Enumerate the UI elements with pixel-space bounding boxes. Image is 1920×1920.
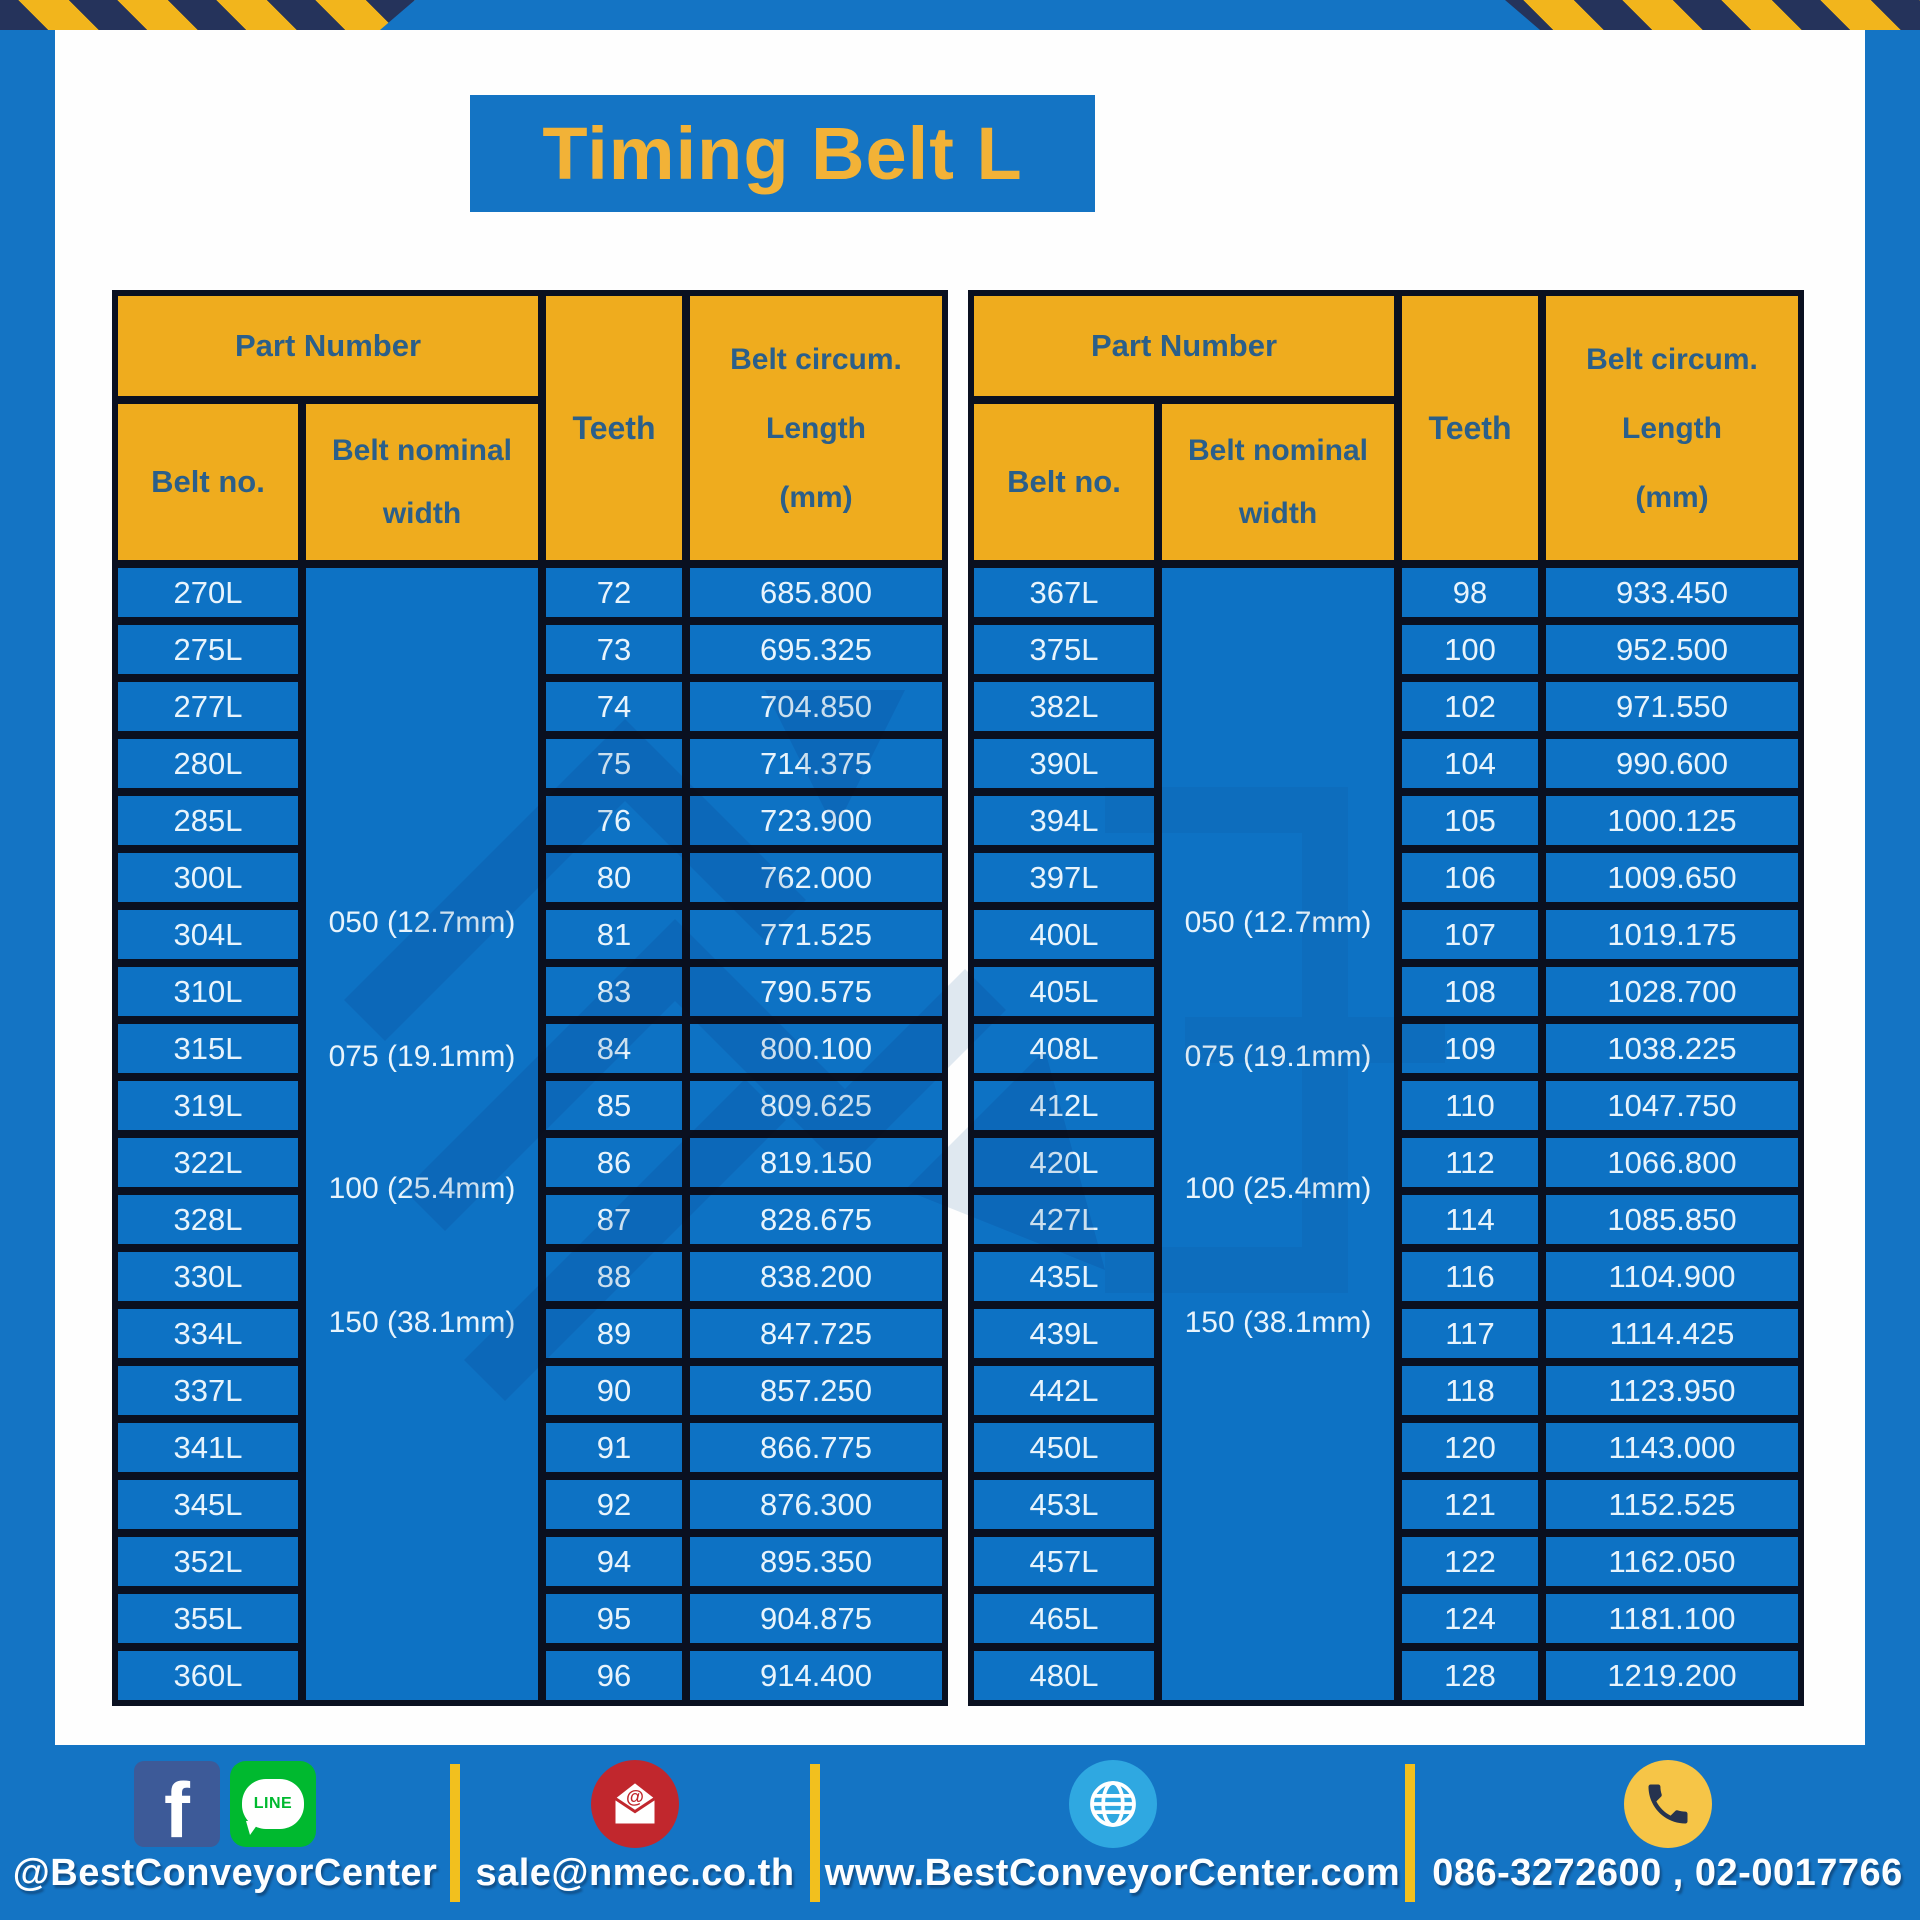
belt-no-cell: 367L bbox=[974, 568, 1154, 617]
belt-no-header: Belt no. bbox=[118, 404, 298, 560]
length-cell: 809.625 bbox=[690, 1081, 942, 1130]
belt-no-header: Belt no. bbox=[974, 404, 1154, 560]
belt-no-cell: 341L bbox=[118, 1423, 298, 1472]
width-value: 050 (12.7mm) bbox=[328, 906, 516, 940]
teeth-cell: 122 bbox=[1402, 1537, 1538, 1586]
circum-header-line2: Length bbox=[766, 411, 866, 445]
belt-no-cell: 352L bbox=[118, 1537, 298, 1586]
teeth-cell: 76 bbox=[546, 796, 682, 845]
teeth-cell: 120 bbox=[1402, 1423, 1538, 1472]
length-cell: 819.150 bbox=[690, 1138, 942, 1187]
length-cell: 800.100 bbox=[690, 1024, 942, 1073]
phone-contact-group bbox=[1415, 1745, 1920, 1920]
length-cell: 704.850 bbox=[690, 682, 942, 731]
teeth-cell: 91 bbox=[546, 1423, 682, 1472]
belt-width-merged-cell bbox=[1162, 568, 1394, 1700]
belt-no-cell: 345L bbox=[118, 1480, 298, 1529]
teeth-cell: 118 bbox=[1402, 1366, 1538, 1415]
website-label: www.BestConveyorCenter.com bbox=[824, 1852, 1401, 1894]
footer-divider bbox=[810, 1764, 820, 1902]
timing-belt-table-left bbox=[112, 290, 948, 1706]
teeth-cell: 73 bbox=[546, 625, 682, 674]
content-card bbox=[55, 30, 1865, 1745]
belt-no-cell: 439L bbox=[974, 1309, 1154, 1358]
length-cell: 876.300 bbox=[690, 1480, 942, 1529]
belt-no-cell: 328L bbox=[118, 1195, 298, 1244]
line-speech-bubble bbox=[242, 1779, 304, 1829]
teeth-cell: 107 bbox=[1402, 910, 1538, 959]
social-handle-label: @BestConveyorCenter bbox=[12, 1852, 438, 1894]
belt-width-header-line2: width bbox=[382, 497, 462, 530]
teeth-cell: 86 bbox=[546, 1138, 682, 1187]
length-cell: 1181.100 bbox=[1546, 1594, 1798, 1643]
width-value: 050 (12.7mm) bbox=[1184, 906, 1372, 940]
length-cell: 1104.900 bbox=[1546, 1252, 1798, 1301]
length-cell: 790.575 bbox=[690, 967, 942, 1016]
belt-no-cell: 450L bbox=[974, 1423, 1154, 1472]
belt-no-cell: 420L bbox=[974, 1138, 1154, 1187]
length-cell: 1219.200 bbox=[1546, 1651, 1798, 1700]
belt-nominal-width-header bbox=[306, 404, 538, 560]
length-cell: 685.800 bbox=[690, 568, 942, 617]
teeth-cell: 92 bbox=[546, 1480, 682, 1529]
belt-no-cell: 280L bbox=[118, 739, 298, 788]
teeth-cell: 117 bbox=[1402, 1309, 1538, 1358]
website-contact-group bbox=[820, 1745, 1405, 1920]
teeth-cell: 104 bbox=[1402, 739, 1538, 788]
length-cell: 952.500 bbox=[1546, 625, 1798, 674]
length-cell: 838.200 bbox=[690, 1252, 942, 1301]
width-value: 100 (25.4mm) bbox=[1184, 1172, 1372, 1206]
teeth-cell: 85 bbox=[546, 1081, 682, 1130]
tables-area bbox=[112, 290, 1804, 1706]
teeth-cell: 128 bbox=[1402, 1651, 1538, 1700]
teeth-header: Teeth bbox=[1402, 296, 1538, 560]
length-cell: 1009.650 bbox=[1546, 853, 1798, 902]
teeth-cell: 102 bbox=[1402, 682, 1538, 731]
length-cell: 990.600 bbox=[1546, 739, 1798, 788]
belt-no-cell: 310L bbox=[118, 967, 298, 1016]
timing-belt-table-right bbox=[968, 290, 1804, 1706]
length-cell: 1162.050 bbox=[1546, 1537, 1798, 1586]
teeth-cell: 87 bbox=[546, 1195, 682, 1244]
teeth-cell: 80 bbox=[546, 853, 682, 902]
length-cell: 904.875 bbox=[690, 1594, 942, 1643]
length-cell: 1019.175 bbox=[1546, 910, 1798, 959]
teeth-cell: 98 bbox=[1402, 568, 1538, 617]
belt-no-cell: 375L bbox=[974, 625, 1154, 674]
belt-no-cell: 322L bbox=[118, 1138, 298, 1187]
length-cell: 933.450 bbox=[1546, 568, 1798, 617]
teeth-cell: 114 bbox=[1402, 1195, 1538, 1244]
length-cell: 866.775 bbox=[690, 1423, 942, 1472]
teeth-header: Teeth bbox=[546, 296, 682, 560]
belt-no-cell: 360L bbox=[118, 1651, 298, 1700]
teeth-cell: 72 bbox=[546, 568, 682, 617]
facebook-letter: f bbox=[164, 1765, 190, 1847]
belt-nominal-width-header bbox=[1162, 404, 1394, 560]
belt-no-cell: 270L bbox=[118, 568, 298, 617]
length-cell: 1047.750 bbox=[1546, 1081, 1798, 1130]
length-cell: 857.250 bbox=[690, 1366, 942, 1415]
part-number-header: Part Number bbox=[974, 296, 1394, 396]
circum-header-line1: Belt circum. bbox=[730, 342, 902, 376]
length-cell: 847.725 bbox=[690, 1309, 942, 1358]
belt-width-header-line2: width bbox=[1238, 497, 1318, 530]
teeth-cell: 112 bbox=[1402, 1138, 1538, 1187]
top-decoration-strip bbox=[0, 0, 1920, 30]
teeth-cell: 75 bbox=[546, 739, 682, 788]
length-cell: 723.900 bbox=[690, 796, 942, 845]
teeth-cell: 116 bbox=[1402, 1252, 1538, 1301]
belt-no-cell: 412L bbox=[974, 1081, 1154, 1130]
length-cell: 1143.000 bbox=[1546, 1423, 1798, 1472]
hazard-stripes-right bbox=[1505, 0, 1920, 30]
belt-no-cell: 405L bbox=[974, 967, 1154, 1016]
length-cell: 695.325 bbox=[690, 625, 942, 674]
belt-no-cell: 408L bbox=[974, 1024, 1154, 1073]
belt-no-cell: 300L bbox=[118, 853, 298, 902]
phone-numbers-label: 086-3272600 , 02-0017766 bbox=[1432, 1852, 1903, 1894]
length-cell: 971.550 bbox=[1546, 682, 1798, 731]
length-cell: 1114.425 bbox=[1546, 1309, 1798, 1358]
belt-no-cell: 334L bbox=[118, 1309, 298, 1358]
belt-no-cell: 400L bbox=[974, 910, 1154, 959]
belt-no-cell: 337L bbox=[118, 1366, 298, 1415]
teeth-cell: 106 bbox=[1402, 853, 1538, 902]
part-number-header: Part Number bbox=[118, 296, 538, 396]
length-cell: 771.525 bbox=[690, 910, 942, 959]
belt-width-merged-cell bbox=[306, 568, 538, 1700]
teeth-cell: 100 bbox=[1402, 625, 1538, 674]
facebook-icon bbox=[134, 1761, 220, 1847]
width-value: 100 (25.4mm) bbox=[328, 1172, 516, 1206]
circum-header-line3: (mm) bbox=[1635, 480, 1709, 514]
belt-no-cell: 355L bbox=[118, 1594, 298, 1643]
belt-no-cell: 315L bbox=[118, 1024, 298, 1073]
belt-width-header-line1: Belt nominal bbox=[331, 434, 512, 467]
belt-no-cell: 442L bbox=[974, 1366, 1154, 1415]
length-cell: 1028.700 bbox=[1546, 967, 1798, 1016]
line-icon-text: LINE bbox=[253, 1795, 293, 1812]
email-contact-group bbox=[460, 1745, 810, 1920]
length-cell: 1152.525 bbox=[1546, 1480, 1798, 1529]
teeth-cell: 108 bbox=[1402, 967, 1538, 1016]
length-cell: 1038.225 bbox=[1546, 1024, 1798, 1073]
teeth-cell: 90 bbox=[546, 1366, 682, 1415]
circum-header-line2: Length bbox=[1622, 411, 1722, 445]
belt-no-cell: 453L bbox=[974, 1480, 1154, 1529]
social-contact-group bbox=[0, 1745, 450, 1920]
length-cell: 895.350 bbox=[690, 1537, 942, 1586]
teeth-cell: 124 bbox=[1402, 1594, 1538, 1643]
email-icon bbox=[591, 1760, 679, 1848]
footer-contact-bar bbox=[0, 1745, 1920, 1920]
teeth-cell: 84 bbox=[546, 1024, 682, 1073]
belt-no-cell: 397L bbox=[974, 853, 1154, 902]
width-value: 150 (38.1mm) bbox=[1184, 1306, 1372, 1340]
belt-no-cell: 330L bbox=[118, 1252, 298, 1301]
title-banner bbox=[470, 95, 1095, 212]
belt-no-cell: 480L bbox=[974, 1651, 1154, 1700]
belt-no-cell: 275L bbox=[118, 625, 298, 674]
page-title: Timing Belt L bbox=[542, 112, 1023, 195]
belt-no-cell: 457L bbox=[974, 1537, 1154, 1586]
belt-no-cell: 427L bbox=[974, 1195, 1154, 1244]
social-icons bbox=[134, 1758, 316, 1850]
belt-no-cell: 382L bbox=[974, 682, 1154, 731]
teeth-cell: 81 bbox=[546, 910, 682, 959]
belt-no-cell: 435L bbox=[974, 1252, 1154, 1301]
teeth-cell: 96 bbox=[546, 1651, 682, 1700]
length-cell: 1123.950 bbox=[1546, 1366, 1798, 1415]
teeth-cell: 109 bbox=[1402, 1024, 1538, 1073]
teeth-cell: 83 bbox=[546, 967, 682, 1016]
belt-no-cell: 390L bbox=[974, 739, 1154, 788]
belt-no-cell: 285L bbox=[118, 796, 298, 845]
teeth-cell: 105 bbox=[1402, 796, 1538, 845]
width-value: 075 (19.1mm) bbox=[1184, 1040, 1372, 1074]
length-cell: 1000.125 bbox=[1546, 796, 1798, 845]
teeth-cell: 89 bbox=[546, 1309, 682, 1358]
teeth-cell: 74 bbox=[546, 682, 682, 731]
length-cell: 1085.850 bbox=[1546, 1195, 1798, 1244]
width-value: 150 (38.1mm) bbox=[328, 1306, 516, 1340]
belt-circum-header bbox=[1546, 296, 1798, 560]
footer-divider bbox=[450, 1764, 460, 1902]
belt-width-header-line1: Belt nominal bbox=[1187, 434, 1368, 467]
line-icon bbox=[230, 1761, 316, 1847]
email-label: sale@nmec.co.th bbox=[475, 1852, 795, 1894]
length-cell: 1066.800 bbox=[1546, 1138, 1798, 1187]
circum-header-line3: (mm) bbox=[779, 480, 853, 514]
belt-no-cell: 304L bbox=[118, 910, 298, 959]
belt-circum-header bbox=[690, 296, 942, 560]
length-cell: 828.675 bbox=[690, 1195, 942, 1244]
length-cell: 714.375 bbox=[690, 739, 942, 788]
belt-no-cell: 277L bbox=[118, 682, 298, 731]
globe-icon bbox=[1069, 1760, 1157, 1848]
circum-header-line1: Belt circum. bbox=[1586, 342, 1758, 376]
footer-divider bbox=[1405, 1764, 1415, 1902]
teeth-cell: 88 bbox=[546, 1252, 682, 1301]
belt-no-cell: 465L bbox=[974, 1594, 1154, 1643]
teeth-cell: 95 bbox=[546, 1594, 682, 1643]
belt-no-cell: 394L bbox=[974, 796, 1154, 845]
belt-no-cell: 319L bbox=[118, 1081, 298, 1130]
length-cell: 762.000 bbox=[690, 853, 942, 902]
hazard-stripes-left bbox=[0, 0, 415, 30]
teeth-cell: 121 bbox=[1402, 1480, 1538, 1529]
svg-text:@: @ bbox=[626, 1785, 644, 1807]
phone-icon bbox=[1624, 1760, 1712, 1848]
length-cell: 914.400 bbox=[690, 1651, 942, 1700]
teeth-cell: 94 bbox=[546, 1537, 682, 1586]
width-value: 075 (19.1mm) bbox=[328, 1040, 516, 1074]
teeth-cell: 110 bbox=[1402, 1081, 1538, 1130]
